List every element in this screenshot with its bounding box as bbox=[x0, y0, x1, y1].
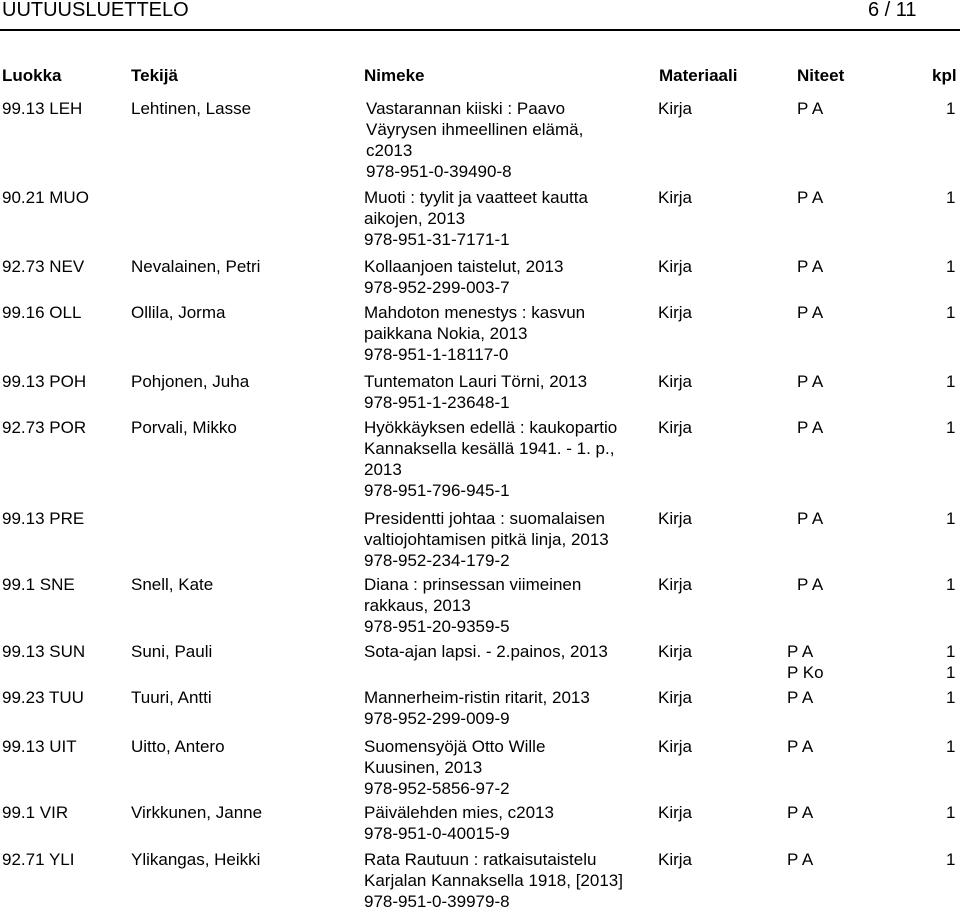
row-nimeke-line: 978-951-796-945-1 bbox=[364, 481, 510, 500]
row-luokka: 99.13 POH bbox=[2, 372, 87, 391]
row-tekija: Uitto, Antero bbox=[131, 737, 225, 756]
row-luokka: 99.13 PRE bbox=[2, 509, 85, 528]
row-nimeke-line: valtiojohtamisen pitkä linja, 2013 bbox=[364, 530, 609, 549]
row-nimeke-line: 978-952-299-009-9 bbox=[364, 709, 510, 728]
row-nimeke-line: 978-951-0-39490-8 bbox=[366, 162, 512, 181]
row-nimeke bbox=[364, 736, 545, 799]
row-nimeke-line: 978-951-1-18117-0 bbox=[364, 345, 509, 364]
row-kpl bbox=[946, 508, 955, 529]
row-nimeke-line: 978-951-0-39979-8 bbox=[364, 892, 510, 911]
row-kpl bbox=[946, 849, 955, 870]
row-materiaali: Kirja bbox=[658, 257, 693, 276]
row-nimeke-line: Suomensyöjä Otto Wille bbox=[364, 737, 546, 756]
row-niteet bbox=[787, 687, 813, 708]
row-luokka: 99.13 UIT bbox=[2, 737, 77, 756]
row-nimeke-line: Rata Rautuun : ratkaisutaistelu bbox=[364, 850, 597, 869]
row-nimeke-line: Vastarannan kiiski : Paavo bbox=[366, 99, 566, 118]
row-tekija: Snell, Kate bbox=[131, 575, 214, 594]
row-kpl-line: 1 bbox=[946, 642, 956, 661]
row-nimeke bbox=[364, 256, 563, 298]
row-kpl bbox=[946, 98, 955, 119]
row-materiaali: Kirja bbox=[658, 303, 693, 322]
row-kpl-line: 1 bbox=[946, 803, 956, 822]
row-materiaali: Kirja bbox=[658, 188, 693, 207]
row-nimeke-line: 978-951-1-23648-1 bbox=[364, 393, 510, 412]
row-kpl bbox=[946, 687, 955, 708]
row-nimeke-line: Kollaanjoen taistelut, 2013 bbox=[364, 257, 564, 276]
row-niteet-line: P A bbox=[787, 688, 814, 707]
row-nimeke bbox=[364, 417, 617, 501]
row-niteet bbox=[797, 302, 823, 323]
column-header-nimeke: Nimeke bbox=[364, 66, 425, 85]
row-niteet bbox=[797, 371, 823, 392]
row-luokka: 99.1 VIR bbox=[2, 803, 69, 822]
row-nimeke-line: Presidentti johtaa : suomalaisen bbox=[364, 509, 605, 528]
row-niteet-line: P A bbox=[797, 575, 824, 594]
row-kpl-line: 1 bbox=[946, 188, 956, 207]
row-materiaali: Kirja bbox=[658, 99, 693, 118]
row-luokka: 92.73 NEV bbox=[2, 257, 85, 276]
row-materiaali: Kirja bbox=[658, 509, 693, 528]
row-niteet bbox=[797, 256, 823, 277]
row-kpl bbox=[946, 417, 955, 438]
row-kpl bbox=[946, 802, 955, 823]
row-kpl bbox=[946, 302, 955, 323]
row-tekija: Nevalainen, Petri bbox=[131, 257, 261, 276]
row-nimeke-line: Päivälehden mies, c2013 bbox=[364, 803, 554, 822]
row-nimeke bbox=[364, 187, 588, 250]
row-kpl-line: 1 bbox=[946, 372, 956, 391]
row-nimeke bbox=[364, 849, 623, 912]
row-niteet bbox=[797, 574, 823, 595]
column-header-tekija: Tekijä bbox=[131, 66, 178, 85]
row-niteet-line: P A bbox=[787, 850, 814, 869]
row-niteet bbox=[797, 508, 823, 529]
row-luokka: 99.16 OLL bbox=[2, 303, 82, 322]
row-kpl bbox=[946, 641, 955, 683]
row-kpl bbox=[946, 187, 955, 208]
row-niteet-line: P A bbox=[787, 803, 814, 822]
row-nimeke bbox=[364, 508, 609, 571]
row-nimeke bbox=[366, 98, 583, 182]
row-niteet-line: P A bbox=[787, 737, 814, 756]
row-tekija: Lehtinen, Lasse bbox=[131, 99, 252, 118]
row-materiaali: Kirja bbox=[658, 642, 693, 661]
row-kpl-line: 1 bbox=[946, 99, 956, 118]
row-kpl-line: 1 bbox=[946, 303, 956, 322]
row-nimeke bbox=[364, 371, 587, 413]
document-title: UUTUUSLUETTELO bbox=[2, 0, 189, 21]
row-nimeke-line: Hyökkäyksen edellä : kaukopartio bbox=[364, 418, 618, 437]
row-kpl bbox=[946, 371, 955, 392]
row-niteet-line: P Ko bbox=[787, 663, 824, 682]
column-header-materiaali: Materiaali bbox=[659, 66, 738, 85]
row-nimeke-line: rakkaus, 2013 bbox=[364, 596, 471, 615]
row-niteet bbox=[787, 849, 813, 870]
row-niteet-line: P A bbox=[797, 99, 824, 118]
row-niteet bbox=[797, 417, 823, 438]
row-niteet-line: P A bbox=[797, 418, 824, 437]
row-niteet-line: P A bbox=[797, 509, 824, 528]
row-materiaali: Kirja bbox=[658, 688, 693, 707]
row-luokka: 99.23 TUU bbox=[2, 688, 84, 707]
row-niteet-line: P A bbox=[797, 188, 824, 207]
row-tekija: Suni, Pauli bbox=[131, 642, 213, 661]
row-materiaali: Kirja bbox=[658, 418, 693, 437]
row-nimeke-line: Mahdoton menestys : kasvun bbox=[364, 303, 586, 322]
row-kpl-line: 1 bbox=[946, 850, 956, 869]
row-kpl-line: 1 bbox=[946, 688, 956, 707]
row-luokka: 90.21 MUO bbox=[2, 188, 89, 207]
column-header-niteet: Niteet bbox=[797, 66, 845, 85]
row-kpl-line: 1 bbox=[946, 575, 956, 594]
row-nimeke-line: c2013 bbox=[366, 141, 413, 160]
row-materiaali: Kirja bbox=[658, 575, 693, 594]
row-nimeke bbox=[364, 302, 585, 365]
row-nimeke-line: Diana : prinsessan viimeinen bbox=[364, 575, 582, 594]
row-nimeke-line: 978-952-5856-97-2 bbox=[364, 779, 510, 798]
row-niteet-line: P A bbox=[797, 303, 824, 322]
row-kpl-line: 1 bbox=[946, 737, 956, 756]
row-nimeke-line: paikkana Nokia, 2013 bbox=[364, 324, 528, 343]
row-tekija: Porvali, Mikko bbox=[131, 418, 237, 437]
header-rule bbox=[0, 29, 960, 31]
row-niteet-line: P A bbox=[787, 642, 814, 661]
row-nimeke-line: Muoti : tyylit ja vaatteet kautta bbox=[364, 188, 588, 207]
row-luokka: 99.13 SUN bbox=[2, 642, 86, 661]
row-niteet bbox=[787, 802, 813, 823]
row-luokka: 99.13 LEH bbox=[2, 99, 83, 118]
row-kpl-line: 1 bbox=[946, 509, 956, 528]
row-tekija: Tuuri, Antti bbox=[131, 688, 212, 707]
row-nimeke bbox=[364, 687, 590, 729]
page-number: 6 / 11 bbox=[868, 0, 917, 21]
row-nimeke-line: 978-952-234-179-2 bbox=[364, 551, 510, 570]
row-nimeke-line: Kannaksella kesällä 1941. - 1. p., bbox=[364, 439, 615, 458]
row-kpl bbox=[946, 256, 955, 277]
row-tekija: Ylikangas, Heikki bbox=[131, 850, 261, 869]
row-materiaali: Kirja bbox=[658, 737, 693, 756]
row-tekija: Virkkunen, Janne bbox=[131, 803, 263, 822]
row-tekija: Ollila, Jorma bbox=[131, 303, 226, 322]
row-nimeke-line: Mannerheim-ristin ritarit, 2013 bbox=[364, 688, 590, 707]
column-header-luokka: Luokka bbox=[2, 66, 62, 85]
row-kpl-line: 1 bbox=[946, 257, 956, 276]
row-materiaali: Kirja bbox=[658, 372, 693, 391]
row-nimeke-line: 978-952-299-003-7 bbox=[364, 278, 510, 297]
row-niteet-line: P A bbox=[797, 372, 824, 391]
row-nimeke bbox=[364, 641, 608, 662]
row-nimeke-line: 978-951-31-7171-1 bbox=[364, 230, 510, 249]
row-materiaali: Kirja bbox=[658, 803, 693, 822]
row-kpl bbox=[946, 574, 955, 595]
row-niteet bbox=[787, 736, 813, 757]
row-niteet bbox=[797, 187, 823, 208]
row-niteet bbox=[797, 98, 823, 119]
row-nimeke bbox=[364, 574, 581, 637]
row-nimeke-line: 978-951-20-9359-5 bbox=[364, 617, 510, 636]
row-nimeke-line: 978-951-0-40015-9 bbox=[364, 824, 510, 843]
row-luokka: 92.71 YLI bbox=[2, 850, 75, 869]
row-luokka: 99.1 SNE bbox=[2, 575, 75, 594]
row-niteet-line: P A bbox=[797, 257, 824, 276]
row-luokka: 92.73 POR bbox=[2, 418, 87, 437]
row-nimeke-line: 2013 bbox=[364, 460, 402, 479]
row-nimeke-line: Väyrysen ihmeellinen elämä, bbox=[366, 120, 584, 139]
row-nimeke-line: Kuusinen, 2013 bbox=[364, 758, 483, 777]
row-kpl bbox=[946, 736, 955, 757]
row-kpl-line: 1 bbox=[946, 418, 956, 437]
row-materiaali: Kirja bbox=[658, 850, 693, 869]
row-niteet bbox=[787, 641, 824, 683]
row-kpl-line: 1 bbox=[946, 663, 956, 682]
row-nimeke-line: Tuntematon Lauri Törni, 2013 bbox=[364, 372, 588, 391]
row-nimeke bbox=[364, 802, 554, 844]
column-header-kpl: kpl bbox=[932, 66, 957, 85]
row-nimeke-line: Sota-ajan lapsi. - 2.painos, 2013 bbox=[364, 642, 608, 661]
row-nimeke-line: aikojen, 2013 bbox=[364, 209, 466, 228]
row-nimeke-line: Karjalan Kannaksella 1918, [2013] bbox=[364, 871, 623, 890]
row-tekija: Pohjonen, Juha bbox=[131, 372, 250, 391]
